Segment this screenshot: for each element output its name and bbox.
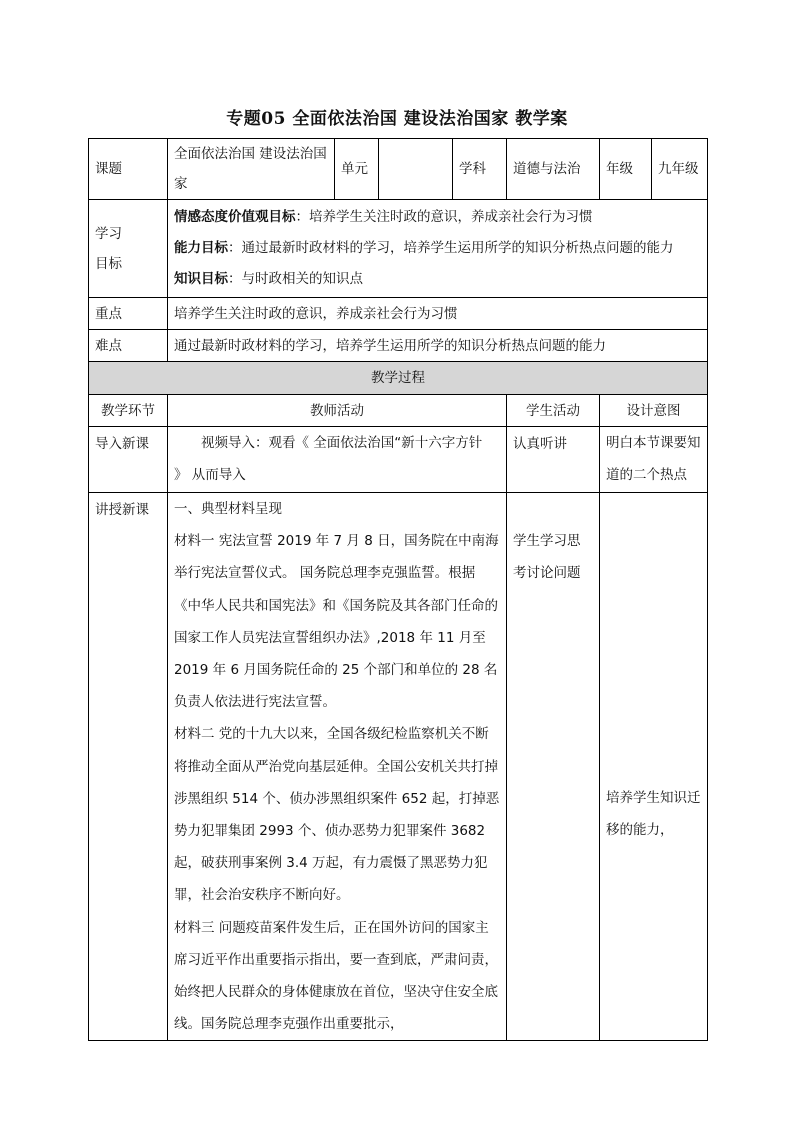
- lecture-student: 学生学习思考讨论问题: [507, 493, 600, 1041]
- label-subject: 学科: [453, 139, 507, 200]
- lecture-teacher: [168, 493, 507, 1041]
- label-grade: 年级: [600, 139, 652, 200]
- lecture-row: [89, 493, 708, 1041]
- label-difficulty: 难点: [89, 330, 168, 362]
- page-title: 专题05 全面依法治国 建设法治国家 教学案: [226, 109, 568, 129]
- goal-attitude: 情感态度价值观目标：培养学生关注时政的意识，养成亲社会行为习惯: [174, 209, 593, 225]
- intro-stage: 导入新课: [89, 427, 168, 493]
- material-three: 材料三 问题疫苗案件发生后，正在国外访问的国家主席习近平作出重要指示指出，要一查到底，严肃问责，始终把人民群众的身体健康放在首位，坚决守住安全底线。国务院总理李克强作出重要批示，: [174, 919, 498, 1033]
- key-point-text: 培养学生关注时政的意识，养成亲社会行为习惯: [168, 298, 708, 330]
- goal-knowledge: 知识目标：与时政相关的知识点: [174, 271, 363, 287]
- label-topic: 课题: [89, 139, 168, 200]
- difficulty-text: 通过最新时政材料的学习，培养学生运用所学的知识分析热点问题的能力: [168, 330, 708, 362]
- difficulty-row: [89, 330, 708, 362]
- lecture-stage: 讲授新课: [89, 493, 168, 1041]
- goals-cell: [168, 200, 708, 298]
- label-goals: 学习目标: [89, 200, 168, 298]
- header-row: [89, 139, 708, 200]
- material-two: 材料二 党的十九大以来，全国各级纪检监察机关不断将推动全面从严治党向基层延伸。全国公安机关共打掉涉黑组织 514 个、侦办涉黑组织案件 652 起，打掉恶势力犯罪集团 2993 个、侦办恶势力犯罪案件 3682 起，破获刑事案例 3.4 万起，有力震慑了黑恶势力犯罪，社会治安秩序不断向好。: [174, 726, 500, 904]
- process-title: 教学过程: [89, 362, 708, 395]
- subject-value: 道德与法治: [507, 139, 600, 200]
- label-unit: 单元: [335, 139, 379, 200]
- intro-row: [89, 427, 708, 493]
- column-header-row: [89, 395, 708, 427]
- goal-ability: 能力目标：通过最新时政材料的学习，培养学生运用所学的知识分析热点问题的能力: [174, 240, 674, 256]
- topic-value: 全面依法治国 建设法治国家: [168, 139, 335, 200]
- lecture-heading: 一、典型材料呈现: [174, 501, 282, 517]
- lecture-intent: 培养学生知识迁移的能力，: [600, 493, 708, 1041]
- process-title-row: [89, 362, 708, 395]
- col-student: 学生活动: [507, 395, 600, 427]
- goals-row: [89, 200, 708, 298]
- unit-value: [379, 139, 453, 200]
- intro-student: 认真听讲: [507, 427, 600, 493]
- col-intent: 设计意图: [600, 395, 708, 427]
- col-teacher: 教师活动: [168, 395, 507, 427]
- key-point-row: [89, 298, 708, 330]
- label-key-point: 重点: [89, 298, 168, 330]
- col-stage: 教学环节: [89, 395, 168, 427]
- intro-intent: 明白本节课要知道的二个热点: [600, 427, 708, 493]
- lesson-plan-table: [88, 138, 708, 1041]
- material-one: 材料一 宪法宣誓 2019 年 7 月 8 日，国务院在中南海举行宪法宣誓仪式。 国务院总理李克强监誓。根据《中华人民共和国宪法》和《国务院及其各部门任命的国家工作人员宪法宣誓组织办法》,2018 年 11 月至 2019 年 6 月国务院任命的 25 个部门和单位的 28 名负责人依法进行宪法宣誓。: [174, 533, 499, 711]
- intro-teacher: 视频导入：观看《 全面依法治国“新十六字方针 》 从而导入: [168, 427, 507, 493]
- grade-value: 九年级: [652, 139, 708, 200]
